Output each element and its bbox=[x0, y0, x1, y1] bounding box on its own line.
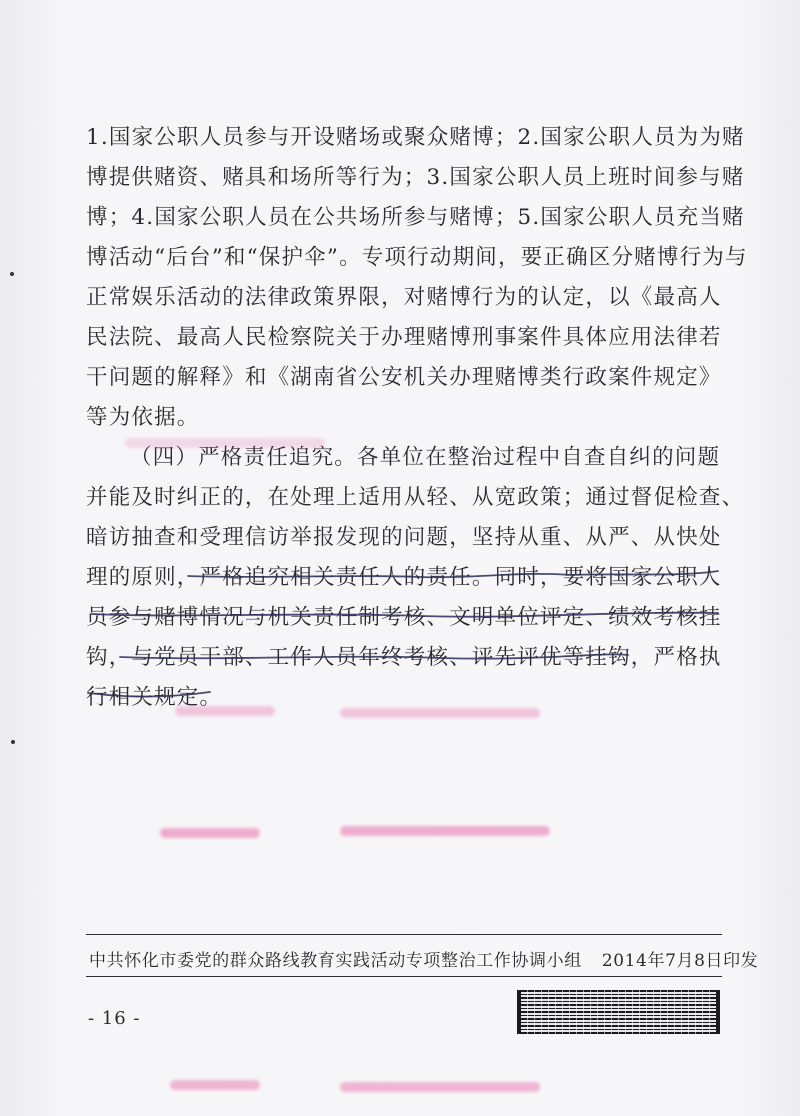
text-line: 干问题的解释》和《湖南省公安机关办理赌博类行政案件规定》 bbox=[86, 365, 722, 390]
section-heading-line: （四）严格责任追究。各单位在整治过程中自查自纠的问题 bbox=[130, 445, 721, 470]
stamp-bleed bbox=[170, 1080, 260, 1090]
stamp-bleed bbox=[125, 438, 325, 448]
barcode bbox=[517, 990, 720, 1034]
stamp-bleed bbox=[340, 1082, 540, 1092]
issue-date: 2014年7月8日印发 bbox=[601, 951, 759, 971]
issuer-name: 中共怀化市委党的群众路线教育实践活动专项整治工作协调小组 bbox=[89, 951, 582, 971]
text-line: 正常娱乐活动的法律政策界限，对赌博行为的认定，以《最高人 bbox=[86, 285, 722, 310]
footer-bottom-rule bbox=[86, 976, 722, 977]
stamp-bleed bbox=[175, 706, 275, 716]
text-line: 民法院、最高人民检察院关于办理赌博刑事案件具体应用法律若 bbox=[86, 325, 722, 350]
underline-stroke bbox=[188, 571, 718, 577]
footer-top-rule bbox=[86, 934, 722, 935]
text-line: 员参与赌博情况与机关责任制考核、文明单位评定、绩效考核挂 bbox=[86, 605, 722, 630]
stamp-bleed bbox=[340, 826, 550, 836]
underline-stroke bbox=[120, 654, 628, 658]
text-line: 博活动“后台”和“保护伞”。专项行动期间，要正确区分赌博行为与 bbox=[86, 245, 748, 270]
barcode-guard bbox=[517, 990, 521, 1034]
footer-issuer-line bbox=[89, 946, 758, 971]
underline-stroke bbox=[88, 692, 210, 697]
text-line: 并能及时纠正的，在处理上适用从轻、从宽政策；通过督促检查、 bbox=[86, 485, 745, 510]
barcode-guard bbox=[716, 990, 720, 1034]
text-line: 暗访抽查和受理信访举报发现的问题，坚持从重、从严、从快处 bbox=[86, 525, 722, 550]
text-line: 钩，与党员干部、工作人员年终考核、评先评优等挂钩，严格执 bbox=[86, 645, 722, 670]
page-number: - 16 - bbox=[88, 1008, 141, 1029]
stamp-bleed bbox=[160, 828, 260, 838]
text-line: 博提供赌资、赌具和场所等行为；3.国家公职人员上班时间参与赌 bbox=[86, 165, 745, 190]
text-line: 等为依据。 bbox=[86, 405, 200, 430]
stamp-bleed bbox=[340, 708, 540, 718]
text-line: 1.国家公职人员参与开设赌场或聚众赌博；2.国家公职人员为为赌 bbox=[86, 125, 745, 150]
text-line: 理的原则，严格追究相关责任人的责任。同时，要将国家公职人 bbox=[86, 565, 722, 590]
underline-stroke bbox=[92, 613, 718, 617]
text-line: 博；4.国家公职人员在公共场所参与赌博；5.国家公职人员充当赌 bbox=[86, 205, 745, 230]
text-line: 行相关规定。 bbox=[86, 685, 223, 710]
